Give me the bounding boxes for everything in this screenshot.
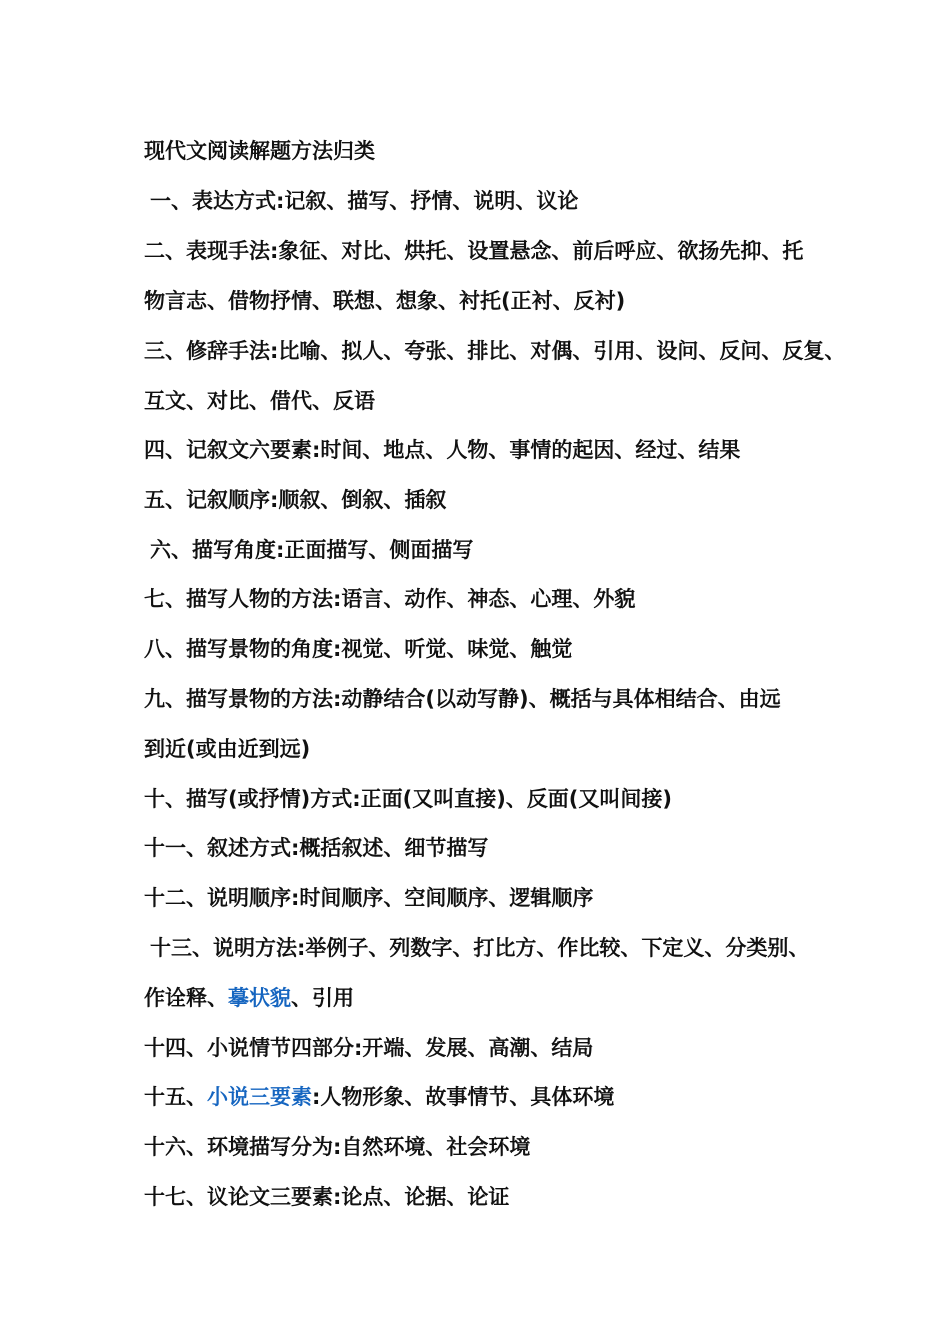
list-item: 物言志、借物抒情、联想、想象、衬托(正衬、反衬) (144, 289, 626, 313)
list-item: 六、描写角度:正面描写、侧面描写 (150, 538, 474, 562)
list-item: 十、描写(或抒情)方式:正面(又叫直接)、反面(又叫间接) (144, 787, 672, 811)
list-item: 十三、说明方法:举例子、列数字、打比方、作比较、下定义、分类别、 (150, 936, 810, 960)
list-item: 四、记叙文六要素:时间、地点、人物、事情的起因、经过、结果 (144, 438, 741, 462)
list-item-text: 作诠释、 (144, 986, 228, 1010)
link-xiaoshuo-sanyaosu[interactable]: 小说三要素 (207, 1085, 312, 1109)
list-item: 七、描写人物的方法:语言、动作、神态、心理、外貌 (144, 587, 636, 611)
list-item: 三、修辞手法:比喻、拟人、夸张、排比、对偶、引用、设问、反问、反复、 (144, 339, 846, 363)
list-item: 十六、环境描写分为:自然环境、社会环境 (144, 1135, 531, 1159)
list-item: 一、表达方式:记叙、描写、抒情、说明、议论 (150, 189, 579, 213)
list-item: 十四、小说情节四部分:开端、发展、高潮、结局 (144, 1036, 594, 1060)
list-item-text: :人物形象、故事情节、具体环境 (312, 1085, 615, 1109)
list-item: 十七、议论文三要素:论点、论据、论证 (144, 1185, 510, 1209)
list-item: 五、记叙顺序:顺叙、倒叙、插叙 (144, 488, 447, 512)
list-item (144, 983, 824, 1013)
list-item (144, 1082, 824, 1112)
list-item-text: 十五、 (144, 1085, 207, 1109)
list-item: 十一、叙述方式:概括叙述、细节描写 (144, 836, 489, 860)
link-mozhuangmao[interactable]: 摹状貌 (228, 986, 291, 1010)
list-item: 到近(或由近到远) (144, 737, 311, 761)
list-item: 二、表现手法:象征、对比、烘托、设置悬念、前后呼应、欲扬先抑、托 (144, 239, 804, 263)
list-item: 八、描写景物的角度:视觉、听觉、味觉、触觉 (144, 637, 573, 661)
list-item: 九、描写景物的方法:动静结合(以动写静)、概括与具体相结合、由远 (144, 687, 781, 711)
list-item-text: 、引用 (291, 986, 354, 1010)
list-item: 十二、说明顺序:时间顺序、空间顺序、逻辑顺序 (144, 886, 594, 910)
document-title: 现代文阅读解题方法归类 (144, 139, 375, 163)
list-item: 互文、对比、借代、反语 (144, 389, 375, 413)
